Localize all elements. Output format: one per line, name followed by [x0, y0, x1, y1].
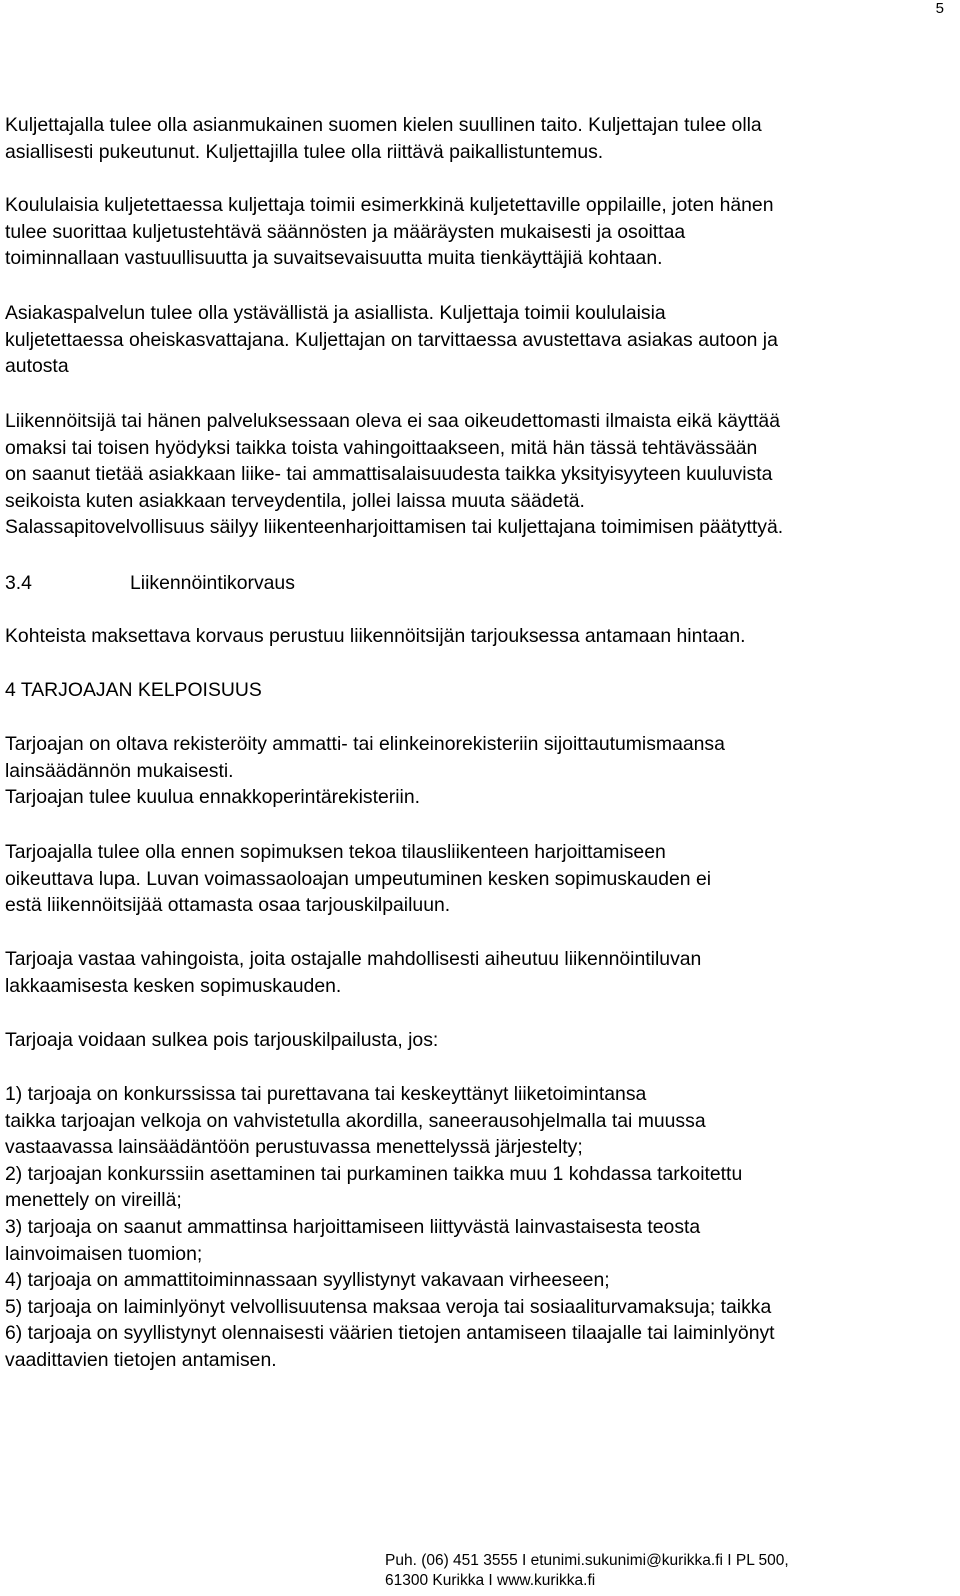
section-number: 3.4 [5, 572, 32, 594]
text-line: Asiakaspalvelun tulee olla ystävällistä ja asiallista. Kuljettaja toimii koululaisia [5, 302, 666, 324]
text-line: Koululaisia kuljetettaessa kuljettaja toimii esimerkkinä kuljetettaville oppilaille, joten hänen [5, 194, 774, 216]
text-line: autosta [5, 355, 69, 378]
paragraph-liability [5, 946, 950, 999]
footer-contact-line: Puh. (06) 451 3555 I etunimi.sukunimi@kurikka.fi I PL 500, [385, 1552, 789, 1569]
section-title: 4 TARJOAJAN KELPOISUUS [5, 679, 262, 701]
text-line: lakkaamisesta kesken sopimuskauden. [5, 974, 342, 997]
text-line: oikeuttava lupa. Luvan voimassaoloajan umpeutuminen kesken sopimuskauden ei [5, 867, 712, 890]
text-line: Tarjoaja voidaan sulkea pois tarjouskilpailusta, jos: [5, 1029, 439, 1051]
paragraph-confidentiality [5, 408, 950, 541]
list-item: lainvoimaisen tuomion; [5, 1242, 203, 1265]
list-item: vaadittavien tietojen antamisen. [5, 1348, 277, 1371]
list-item: vastaavassa lainsäädäntöön perustuvassa menettelyssä järjestelty; [5, 1136, 583, 1159]
text-line: Kohteista maksettava korvaus perustuu liikennöitsijän tarjouksessa antamaan hintaan. [5, 625, 746, 647]
list-item: menettely on vireillä; [5, 1189, 182, 1212]
section-heading-4 [5, 677, 950, 704]
text-line: Tarjoajalla tulee olla ennen sopimuksen tekoa tilausliikenteen harjoittamiseen [5, 841, 666, 863]
text-line: Tarjoajan tulee kuulua ennakkoperintärekisteriin. [5, 786, 420, 809]
text-line: estä liikennöitsijää ottamasta osaa tarjouskilpailuun. [5, 894, 451, 917]
text-line: tulee suorittaa kuljetustehtävä säännösten ja määräysten mukaisesti ja osoittaa [5, 220, 686, 243]
text-line: seikoista kuten asiakkaan terveydentila, jollei laissa muuta säädetä. [5, 489, 585, 512]
page-number: 5 [935, 0, 944, 17]
text-line: Kuljettajalla tulee olla asianmukainen suomen kielen suullinen taito. Kuljettajan tulee olla [5, 114, 762, 136]
list-item: 3) tarjoaja on saanut ammattinsa harjoittamiseen liittyvästä lainvastaisesta teosta [5, 1215, 701, 1238]
text-line: toiminnallaan vastuullisuutta ja suvaitsevaisuutta muita tienkäyttäjiä kohtaan. [5, 247, 663, 270]
exclusion-list [5, 1081, 950, 1374]
paragraph-exclusion-intro [5, 1027, 950, 1054]
page-footer [385, 1551, 789, 1591]
list-item: 2) tarjoajan konkurssiin asettaminen tai purkaminen taikka muu 1 kohdassa tarkoitettu [5, 1162, 743, 1185]
paragraph-driver-language [5, 112, 950, 165]
paragraph-school-transport [5, 192, 950, 272]
paragraph-compensation [5, 623, 950, 650]
section-heading-3-4 [5, 570, 295, 597]
list-item: taikka tarjoajan velkoja on vahvistetulla akordilla, saneerausohjelmalla tai muussa [5, 1109, 706, 1132]
text-line: kuljetettaessa oheiskasvattajana. Kuljettajan on tarvittaessa avustettava asiakas autoon ja [5, 328, 778, 351]
text-line: Tarjoaja vastaa vahingoista, joita ostajalle mahdollisesti aiheutuu liikennöintiluvan [5, 948, 702, 970]
paragraph-registration [5, 731, 950, 811]
text-line: asiallisesti pukeutunut. Kuljettajilla tulee olla riittävä paikallistuntemus. [5, 140, 604, 163]
footer-address-line: 61300 Kurikka I www.kurikka.fi [385, 1572, 596, 1589]
list-item: 5) tarjoaja on laiminlyönyt velvollisuutensa maksaa veroja tai sosiaaliturvamaksuja; taikka [5, 1295, 772, 1318]
text-line: Salassapitovelvollisuus säilyy liikenteenharjoittamisen tai kuljettajana toimimisen päätyttyä. [5, 516, 784, 539]
paragraph-licence [5, 839, 950, 919]
list-item: 6) tarjoaja on syyllistynyt olennaisesti väärien tietojen antamiseen tilaajalle tai laiminlyönyt [5, 1322, 775, 1345]
text-line: Tarjoajan on oltava rekisteröity ammatti- tai elinkeinorekisteriin sijoittautumismaansa [5, 733, 725, 755]
list-item: 4) tarjoaja on ammattitoiminnassaan syyllistynyt vakavaan virheeseen; [5, 1269, 610, 1292]
list-item: 1) tarjoaja on konkurssissa tai purettavana tai keskeyttänyt liiketoimintansa [5, 1083, 647, 1105]
text-line: on saanut tietää asiakkaan liike- tai ammattisalaisuudesta taikka yksityisyyteen kuuluvista [5, 463, 773, 486]
paragraph-customer-service [5, 300, 950, 380]
section-title: Liikennöintikorvaus [130, 572, 295, 594]
text-line: lainsäädännön mukaisesti. [5, 759, 234, 782]
text-line: omaksi tai toisen hyödyksi taikka toista vahingoittaakseen, mitä hän tässä tehtävässään [5, 436, 758, 459]
text-line: Liikennöitsijä tai hänen palveluksessaan oleva ei saa oikeudettomasti ilmaista eikä käyttää [5, 410, 781, 432]
